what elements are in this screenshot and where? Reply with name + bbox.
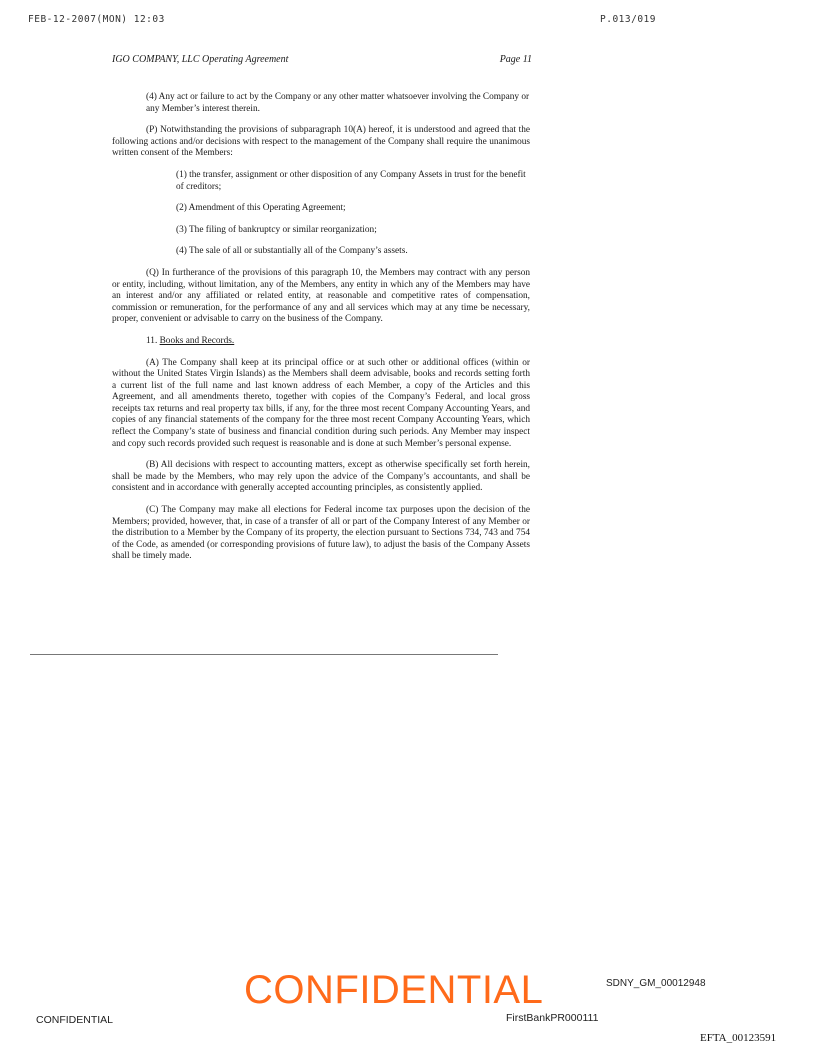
section-11-heading <box>112 336 530 348</box>
document-body <box>112 92 530 573</box>
confidential-stamp: CONFIDENTIAL <box>244 968 544 1012</box>
confidential-label: CONFIDENTIAL <box>36 1014 114 1026</box>
paragraph-q: (Q) In furtherance of the provisions of this paragraph 10, the Members may contract with any person or entity, including, without limitation, any of the Members, any entity in which any of the Members may have an interest and/or any affiliated or related entity, at reasonable and competitive rates of compensation, commission or remuneration, for the performance of any and all services which may at any time be necessary, proper, convenient or advisable to carry on the business of the Company. <box>112 267 530 325</box>
paragraph-p-item-2: (2) Amendment of this Operating Agreement; <box>176 203 346 214</box>
bates-number-firstbank: FirstBankPR000111 <box>506 1012 599 1024</box>
running-header <box>112 54 532 65</box>
section-11-title: Books and Records. <box>159 335 235 346</box>
section-11-number: 11. <box>146 335 158 346</box>
paragraph-p-item-3: (3) The filing of bankruptcy or similar reorganization; <box>176 224 377 235</box>
paragraph-p: (P) Notwithstanding the provisions of subparagraph 10(A) hereof, it is understood and agreed that the following actions and/or decisions with respect to the management of the Company shall require the unanimous written consent of the Members: <box>112 125 530 159</box>
paragraph-p-item-1: (1) the transfer, assignment or other disposition of any Company Assets in trust for the benefit of creditors; <box>176 169 526 192</box>
paragraph-o-item-4: (4) Any act or failure to act by the Company or any other matter whatsoever involving the Company or any Member’s interest therein. <box>146 92 530 114</box>
efta-number: EFTA_00123591 <box>700 1032 777 1044</box>
paragraph-11c: (C) The Company may make all elections for Federal income tax purposes upon the decision of the Members; provided, however, that, in case of a transfer of all or part of the Company Interest of any Member or the distribution to a Member by the Company of its property, the election pursuant to Sections 734, 743 and 754 of the Code, as amended (or corresponding provisions of future law), to adjust the basis of the Company Assets shall be timely made. <box>112 505 530 562</box>
fax-page-number: P.013/019 <box>600 14 656 25</box>
paragraph-11b: (B) All decisions with respect to accounting matters, except as otherwise specifically set forth herein, shall be made by the Members, who may rely upon the advice of the Company’s accountants, and shall be consistent and in accordance with generally accepted accounting principles, as consistently applied. <box>112 460 530 494</box>
paragraph-11a: (A) The Company shall keep at its principal office or at such other or additional offices (within or without the United States Virgin Islands) as the Members shall deem advisable, books and records setting forth a current list of the full name and last known address of each Member, a copy of the Articles and this Agreement, and all amendments thereto, together with copies of the Company’s Federal, and local gross receipts tax returns and real property tax bills, if any, for the three most recent Company Accounting Years, and copies of any financial statements of the company for the three most recent Company Accounting Years, which reflect the Company’s state of business and financial condition during such periods. Any Member may inspect and copy such records provided such request is reasonable and is done at such Member’s personal expense. <box>112 357 530 449</box>
running-header-page: Page 11 <box>499 54 532 65</box>
paragraph-p-item-4: (4) The sale of all or substantially all of the Company’s assets. <box>176 246 408 257</box>
fax-header: FEB-12-2007(MON) 12:03 <box>28 14 165 25</box>
running-header-title: IGO COMPANY, LLC Operating Agreement <box>112 54 289 65</box>
page-divider <box>30 654 498 655</box>
bates-number-sdny: SDNY_GM_00012948 <box>606 978 706 989</box>
